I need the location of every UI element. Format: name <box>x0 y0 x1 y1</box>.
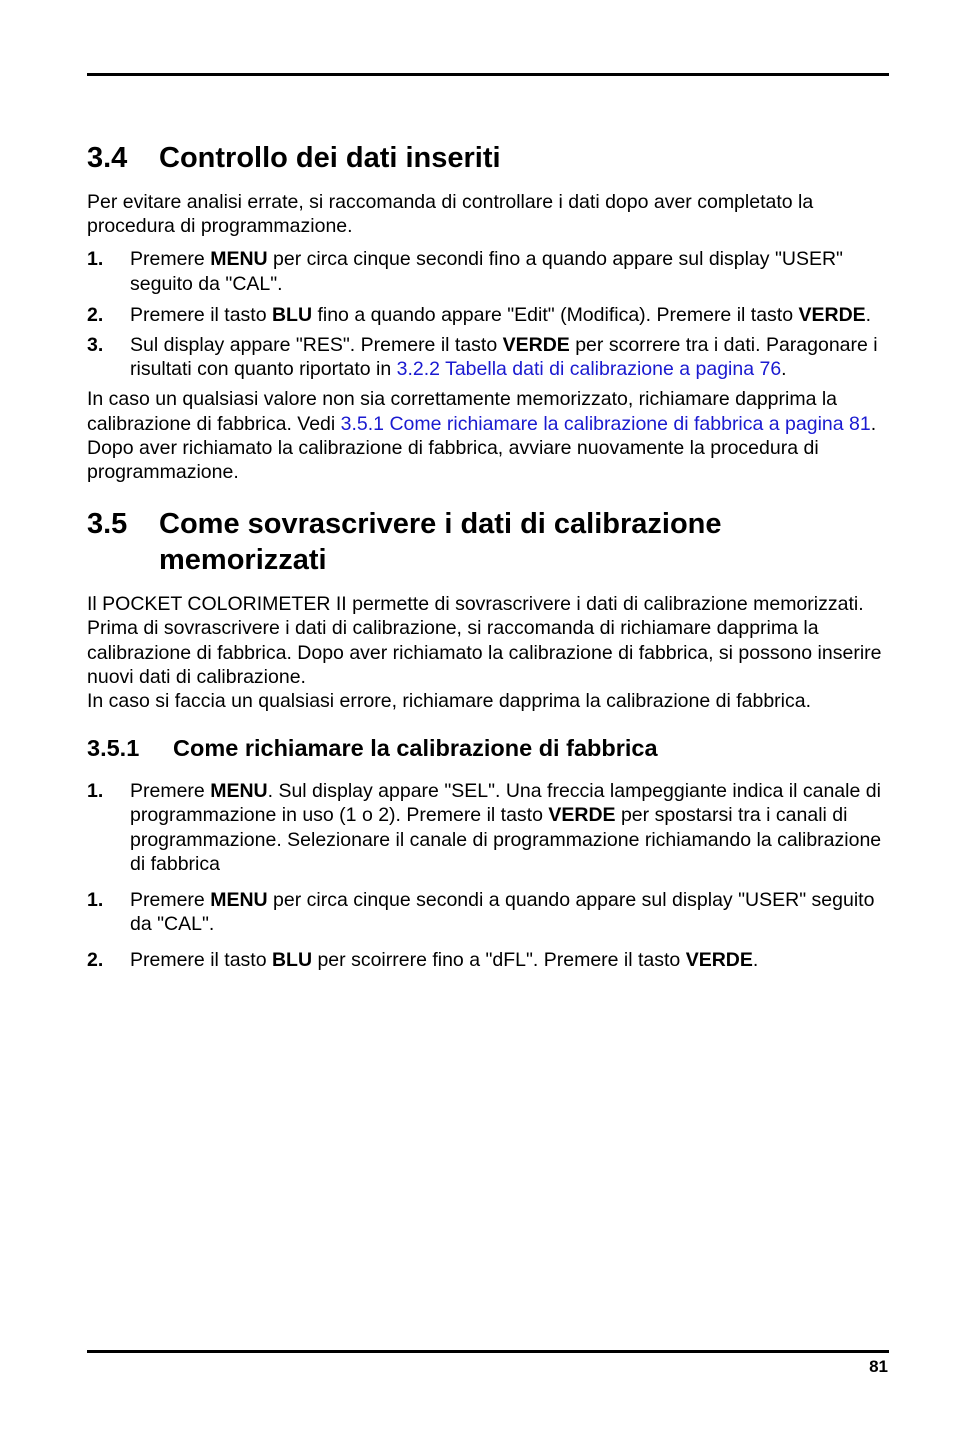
step-text-e: . <box>865 303 872 326</box>
key-verde: VERDE <box>502 334 570 357</box>
top-rule <box>87 73 889 76</box>
section-3-4-heading <box>87 140 889 176</box>
cross-reference-link[interactable]: 3.2.2 Tabella dati di calibrazione a pagina 76 <box>396 358 782 381</box>
step-text-e: . <box>781 358 787 381</box>
key-blu: BLU <box>271 949 313 972</box>
step-number: 1. <box>87 248 104 271</box>
section-3-5-1-heading <box>87 733 889 763</box>
body-paragraph: In caso si faccia un qualsiasi errore, richiamare dapprima la calibrazione di fabbrica. <box>87 690 812 713</box>
step-text-a: Premere il tasto <box>130 303 272 326</box>
step-text-c: per scorrere tra i dati. Paragonare i risultati con quanto riportato in <box>130 334 878 381</box>
step-number: 3. <box>87 334 104 357</box>
step-text <box>130 303 889 327</box>
step-text-c: per scoirrere fino a "dFL". Premere il tasto <box>312 949 686 972</box>
step-text <box>130 333 889 381</box>
page-content <box>87 140 889 973</box>
step-text-c: . Sul display appare "SEL". Una freccia lampeggiante indica il canale di programmazione in uso (1 o 2). Premere il tasto <box>130 780 881 827</box>
key-menu: MENU <box>210 248 268 271</box>
section-title: Come sovrascrivere i dati di calibrazione memorizzati <box>159 508 722 577</box>
key-blu: BLU <box>271 303 313 326</box>
bottom-rule <box>87 1350 889 1353</box>
cross-reference-link[interactable]: 3.5.1 Come richiamare la calibrazione di fabbrica a pagina 81 <box>340 412 871 435</box>
step-text <box>130 247 889 295</box>
step-text-c: per circa cinque secondi a quando appare sul display "USER" seguito da "CAL". <box>130 889 875 936</box>
step-number: 2. <box>87 949 104 972</box>
note-text-a: In caso un qualsiasi valore non sia correttamente memorizzato, richiamare dapprima la calibrazione di fabbrica. Vedi <box>87 388 838 435</box>
key-verde: VERDE <box>685 949 753 972</box>
intro-paragraph: Per evitare analisi errate, si raccomanda di controllare i dati dopo aver completato la procedura di programmazione. <box>87 191 814 238</box>
step-text-e: per spostarsi tra i canali di programmazione. Selezionare il canale di programmazione richiamando la calibrazione di fabbrica <box>130 804 882 875</box>
step-text-e: . <box>752 949 759 972</box>
step-text-a: Premere <box>130 248 211 271</box>
step-text-a: Premere <box>130 889 211 912</box>
section-number: 3.5.1 <box>87 735 140 762</box>
key-menu: MENU <box>210 780 268 803</box>
key-menu: MENU <box>210 889 268 912</box>
step-text-a: Sul display appare "RES". Premere il tasto <box>130 334 503 357</box>
key-verde: VERDE <box>798 303 866 326</box>
key-verde: VERDE <box>548 804 616 827</box>
list-item <box>87 948 889 972</box>
step-text <box>130 888 889 936</box>
list-item <box>87 247 889 295</box>
step-text-a: Premere il tasto <box>130 949 272 972</box>
section-number: 3.5 <box>87 508 128 541</box>
page-number: 81 <box>869 1357 888 1376</box>
list-item <box>87 333 889 381</box>
section-number: 3.4 <box>87 142 128 174</box>
step-number: 1. <box>87 889 104 912</box>
step-text-c: per circa cinque secondi fino a quando appare sul display "USER" seguito da "CAL". <box>130 248 843 295</box>
step-text <box>130 948 889 972</box>
note-text-b: . Dopo aver richiamato la calibrazione di fabbrica, avviare nuovamente la procedura di programmazione. <box>87 412 877 484</box>
step-text-a: Premere <box>130 780 211 803</box>
section-title: Controllo dei dati inseriti <box>159 142 501 174</box>
section-3-5-heading <box>87 506 889 578</box>
step-number: 2. <box>87 303 104 326</box>
list-item <box>87 779 889 876</box>
note-paragraph <box>87 387 889 484</box>
section-title: Come richiamare la calibrazione di fabbrica <box>173 735 658 762</box>
body-paragraph: Il POCKET COLORIMETER II permette di sovrascrivere i dati di calibrazione memorizzati. Prima di sovrascrivere i dati di calibrazione, si raccomanda di richiamare dapprima la calibrazione di fabbrica. Dopo aver richiamato la calibrazione di fabbrica, si possono inserire nuovi dati di calibrazione. <box>87 593 882 688</box>
step-text-c: fino a quando appare "Edit" (Modifica). Premere il tasto <box>312 303 799 326</box>
list-item <box>87 888 889 936</box>
step-text <box>130 779 889 876</box>
step-number: 1. <box>87 780 104 803</box>
list-item <box>87 303 889 327</box>
